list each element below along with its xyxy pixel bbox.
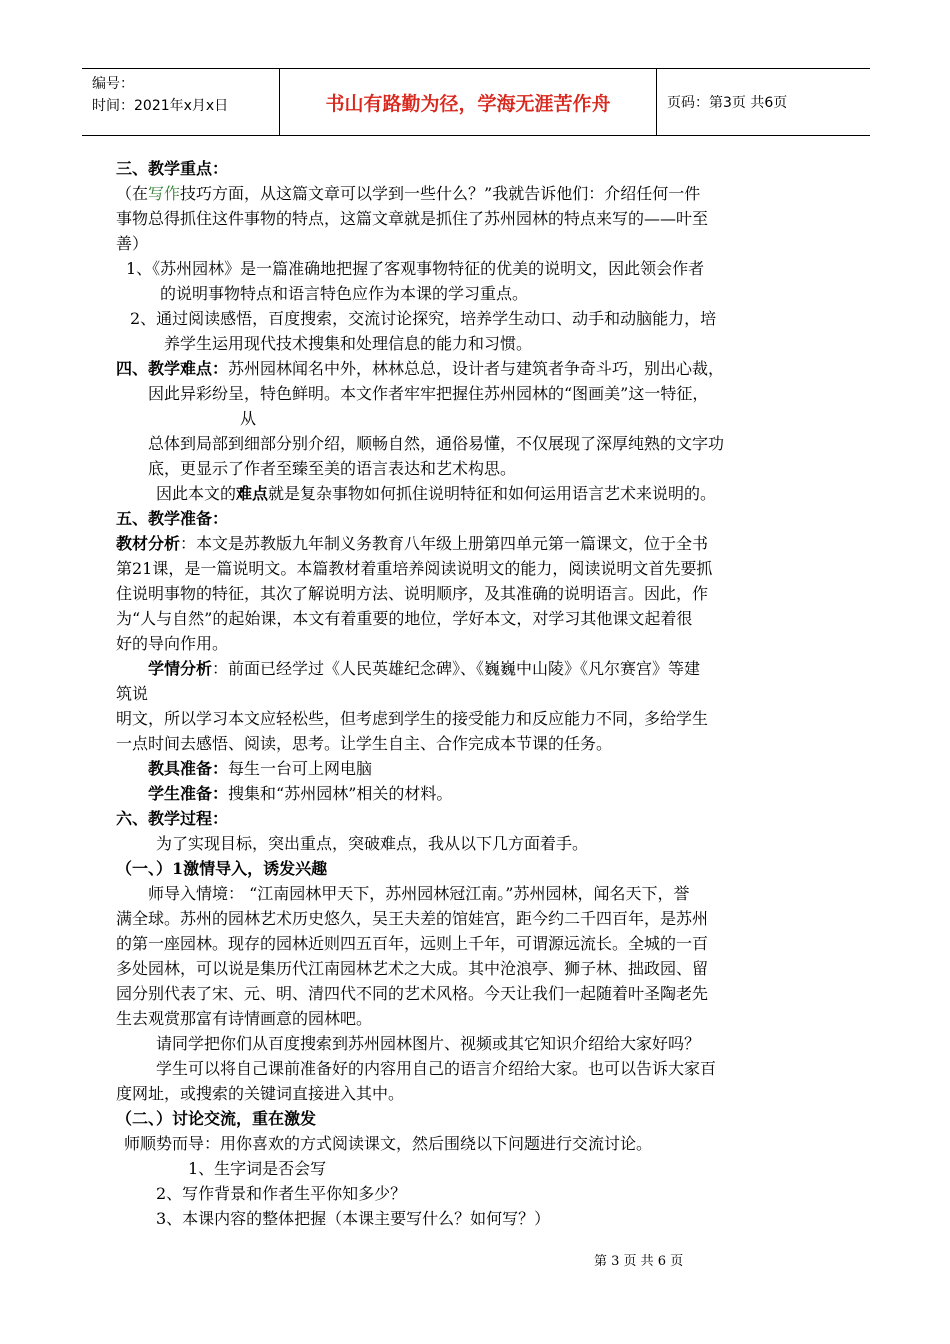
paragraph: 为了实现目标，突出重点，突破难点，我从以下几方面着手。	[156, 834, 589, 853]
document-body	[116, 156, 838, 1231]
paragraph: 请同学把你们从百度搜索到苏州园林图片、视频或其它知识介绍给大家好吗？	[156, 1034, 701, 1053]
paragraph	[116, 656, 838, 681]
header-motto: 书山有路勤为径，学海无涯苦作舟	[280, 69, 657, 135]
paragraph: 好的导向作用。	[116, 634, 229, 653]
paragraph: 善）	[116, 234, 149, 253]
paragraph: 一点时间去感悟、阅读，思考。让学生自主、合作完成本节课的任务。	[116, 734, 613, 753]
paragraph: 第21课，是一篇说明文。本篇教材着重培养阅读说明文的能力，阅读说明文首先要抓	[116, 559, 713, 578]
text-span: ：前面已经学过《人民英雄纪念碑》、《巍巍中山陵》《凡尔赛宫》等建	[212, 659, 701, 678]
text-span: 苏州园林闻名中外，林林总总，设计者与建筑者争奇斗巧，别出心裁，	[228, 359, 725, 378]
paragraph: 学生可以将自己课前准备好的内容用自己的语言介绍给大家。也可以告诉大家百	[156, 1059, 717, 1078]
page-footer: 第 3 页 共 6 页	[594, 1254, 684, 1269]
section-3-title: 三、教学重点：	[116, 159, 229, 178]
list-item: 1、生字词是否会写	[188, 1159, 327, 1178]
text-span: 每生一台可上网电脑	[228, 759, 373, 778]
text-span: 学情分析	[148, 659, 213, 678]
page-header	[82, 68, 870, 136]
subsection-title: （一、）1激情导入，诱发兴趣	[116, 859, 328, 878]
paragraph: 为“人与自然”的起始课，本文有着重要的地位，学好本文，对学习其他课文起着很	[116, 609, 693, 628]
paragraph	[116, 481, 838, 506]
paragraph: 总体到局部到细部分别介绍，顺畅自然，通俗易懂，不仅展现了深厚纯熟的文字功	[148, 434, 725, 453]
section-4	[116, 356, 838, 381]
list-item	[116, 256, 838, 306]
text-span: 1、《苏州园林》是一篇准确地把握了客观事物特征的优美的说明文，因此领会作者	[126, 259, 705, 278]
paragraph: 明文，所以学习本文应轻松些，但考虑到学生的接受能力和反应能力不同，多给学生	[116, 709, 709, 728]
list-item: 2、写作背景和作者生平你知多少？	[156, 1184, 407, 1203]
subsection-title: （二、）讨论交流，重在激发	[116, 1109, 317, 1128]
text-span: 教具准备：	[148, 759, 229, 778]
paragraph: 住说明事物的特征，其次了解说明方法、说明顺序，及其准确的说明语言。因此，作	[116, 584, 709, 603]
text-span: 的说明事物特点和语言特色应作为本课的学习重点。	[160, 284, 529, 303]
text-span: 因此本文的	[156, 484, 237, 503]
paragraph: 园分别代表了宋、元、明、清四代不同的艺术风格。今天让我们一起随着叶圣陶老先	[116, 984, 709, 1003]
text-span: 技巧方面，从这篇文章可以学到一些什么？”我就告诉他们：介绍任何一件	[180, 184, 701, 203]
paragraph: 满全球。苏州的园林艺术历史悠久，吴王夫差的馆娃宫，距今约二千四百年，是苏州	[116, 909, 709, 928]
text-span: （在	[116, 184, 149, 203]
text-span: ：本文是苏教版九年制义务教育八年级上册第四单元第一篇课文，位于全书	[180, 534, 709, 553]
document-number: 编号：	[92, 76, 134, 92]
paragraph: 从	[240, 409, 257, 428]
paragraph: 生去观赏那富有诗情画意的园林吧。	[116, 1009, 373, 1028]
paragraph: 事物总得抓住这件事物的特点，这篇文章就是抓住了苏州园林的特点来写的——叶至	[116, 209, 709, 228]
text-span: 学生准备：	[148, 784, 229, 803]
paragraph	[116, 756, 838, 781]
section-4-title: 四、教学难点：	[116, 359, 229, 378]
text-span: 就是复杂事物如何抓住说明特征和如何运用语言艺术来说明的。	[268, 484, 717, 503]
paragraph	[116, 181, 838, 206]
paragraph: 师顺势而导：用你喜欢的方式阅读课文，然后围绕以下问题进行交流讨论。	[124, 1134, 653, 1153]
paragraph	[116, 781, 838, 806]
paragraph: 的第一座园林。现存的园林近则四五百年，远则上千年，可谓源远流长。全城的一百	[116, 934, 709, 953]
paragraph: 筑说	[116, 684, 149, 703]
section-6-title: 六、教学过程：	[116, 809, 229, 828]
text-span: 2、通过阅读感悟，百度搜索，交流讨论探究，培养学生动口、动手和动脑能力，培	[130, 309, 717, 328]
text-span: 难点	[236, 484, 269, 503]
writing-link[interactable]: 写作	[148, 184, 181, 203]
paragraph: 度网址，或搜索的关键词直接进入其中。	[116, 1084, 405, 1103]
text-span: 教材分析	[116, 534, 181, 553]
paragraph	[116, 531, 838, 556]
paragraph: 师导入情境： “江南园林甲天下，苏州园林冠江南。”苏州园林，闻名天下，誉	[148, 884, 690, 903]
header-page-info: 页码：第3页 共6页	[667, 95, 788, 111]
document-date: 时间：2021年x月x日	[92, 98, 229, 114]
list-item: 3、本课内容的整体把握（本课主要写什么？如何写？）	[156, 1209, 551, 1228]
text-span: 养学生运用现代技术搜集和处理信息的能力和习惯。	[164, 334, 533, 353]
text-span: 搜集和“苏州园林”相关的材料。	[228, 784, 453, 803]
list-item	[116, 306, 838, 356]
header-meta	[82, 69, 280, 135]
paragraph: 底，更显示了作者至臻至美的语言表达和艺术构思。	[148, 459, 517, 478]
paragraph: 多处园林，可以说是集历代江南园林艺术之大成。其中沧浪亭、狮子林、拙政园、留	[116, 959, 709, 978]
paragraph: 因此异彩纷呈，特色鲜明。本文作者牢牢把握住苏州园林的“图画美”这一特征，	[148, 384, 709, 403]
section-5-title: 五、教学准备：	[116, 509, 229, 528]
